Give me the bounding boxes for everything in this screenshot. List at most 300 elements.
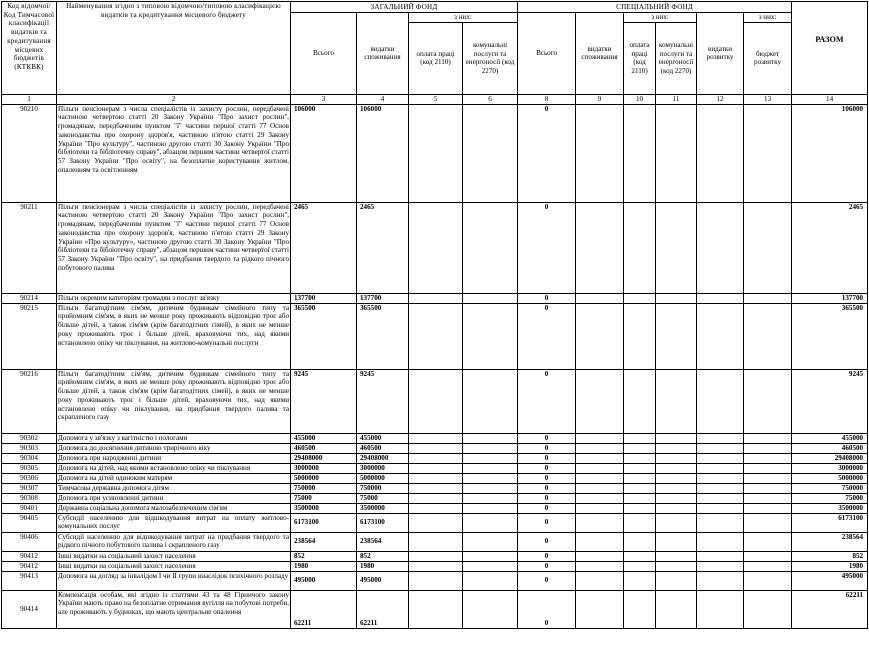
row-gf-utilities — [463, 443, 518, 453]
row-sf-development — [697, 532, 744, 551]
header-gf-salary: оплата праці (код 2110) — [409, 22, 463, 94]
row-sf-salary — [624, 104, 656, 202]
table-row — [2, 369, 868, 433]
header-gf-consumption: видатки споживання — [357, 13, 409, 95]
row-gf-total: 75000 — [291, 493, 357, 503]
row-grand-total: 3500000 — [792, 503, 868, 513]
row-grand-total: 238564 — [792, 532, 868, 551]
row-gf-utilities — [463, 463, 518, 473]
row-sf-utilities — [656, 443, 697, 453]
row-sf-salary — [624, 293, 656, 303]
row-code: 90216 — [2, 369, 57, 433]
row-code: 90413 — [2, 571, 57, 590]
header-sf-salary: оплата праці (код 2110) — [624, 22, 656, 94]
row-gf-consumption: 3500000 — [357, 503, 409, 513]
row-sf-dev-budget — [744, 493, 792, 503]
row-name: Інші видатки на соціальний захист населення — [57, 561, 291, 571]
column-number: 2 — [57, 94, 291, 104]
row-sf-dev-budget — [744, 503, 792, 513]
row-name: Пільги пенсіонерам з числа спеціалістів із захисту рослин, передбачені частиною четвертою статті 20 Закону України "Про захист рослин", громадянам, передбаченим пунктом "ї" частини першої статті 77 Основ законодавства про охорону здоров'я, частиною п'ятою статті 29 Закону України "Про культуру", частиною другою статті 30 Закону України "Про бібліотеки та бібліотечну справу", абзацом першим частини четвертої статті 57 Закону України "Про освіту", на безоплатне користування житлом, опаленням та освітленням — [57, 104, 291, 202]
row-gf-salary — [409, 483, 463, 493]
header-special-fund: СПЕЦІАЛЬНИЙ ФОНД — [518, 2, 792, 13]
table-row — [2, 590, 868, 628]
row-sf-utilities — [656, 551, 697, 561]
row-gf-total: 2465 — [291, 202, 357, 293]
row-name: Державна соціальна допомога малозабезпеченим сім'ям — [57, 503, 291, 513]
row-sf-development — [697, 503, 744, 513]
table-row — [2, 513, 868, 532]
row-gf-utilities — [463, 493, 518, 503]
row-grand-total: 6173100 — [792, 513, 868, 532]
row-grand-total: 365500 — [792, 303, 868, 369]
row-sf-utilities — [656, 463, 697, 473]
row-gf-utilities — [463, 561, 518, 571]
row-gf-total: 1980 — [291, 561, 357, 571]
row-grand-total: 29408000 — [792, 453, 868, 463]
row-gf-utilities — [463, 590, 518, 628]
row-sf-total: 0 — [518, 590, 576, 628]
table-row — [2, 463, 868, 473]
row-gf-utilities — [463, 532, 518, 551]
row-gf-utilities — [463, 473, 518, 483]
header-sf-development: видатки розвитку — [697, 13, 744, 95]
row-grand-total: 137700 — [792, 293, 868, 303]
header-gf-total: Всього — [291, 13, 357, 95]
column-number-row — [2, 94, 868, 104]
row-grand-total: 75000 — [792, 493, 868, 503]
row-sf-consumption — [576, 433, 624, 443]
row-gf-total: 3500000 — [291, 503, 357, 513]
row-gf-utilities — [463, 433, 518, 443]
row-sf-total: 0 — [518, 513, 576, 532]
table-row — [2, 532, 868, 551]
column-number: 8 — [518, 94, 576, 104]
row-code: 90307 — [2, 483, 57, 493]
row-gf-salary — [409, 463, 463, 473]
row-sf-development — [697, 433, 744, 443]
row-grand-total: 1980 — [792, 561, 868, 571]
row-sf-utilities — [656, 532, 697, 551]
row-sf-salary — [624, 202, 656, 293]
row-sf-utilities — [656, 104, 697, 202]
row-sf-development — [697, 293, 744, 303]
table-row — [2, 473, 868, 483]
row-code: 90401 — [2, 503, 57, 513]
row-sf-consumption — [576, 493, 624, 503]
row-sf-total: 0 — [518, 473, 576, 483]
row-gf-total: 365500 — [291, 303, 357, 369]
row-gf-total: 106000 — [291, 104, 357, 202]
row-code: 90306 — [2, 473, 57, 483]
row-gf-consumption: 9245 — [357, 369, 409, 433]
row-sf-dev-budget — [744, 303, 792, 369]
row-sf-salary — [624, 493, 656, 503]
row-gf-consumption: 137700 — [357, 293, 409, 303]
row-grand-total: 852 — [792, 551, 868, 561]
column-number: 1 — [2, 94, 57, 104]
row-sf-utilities — [656, 483, 697, 493]
row-sf-salary — [624, 433, 656, 443]
row-sf-utilities — [656, 202, 697, 293]
table-row — [2, 453, 868, 463]
header-sf-consumption: видатки споживання — [576, 13, 624, 95]
row-sf-total: 0 — [518, 104, 576, 202]
row-gf-total: 3000000 — [291, 463, 357, 473]
row-gf-salary — [409, 443, 463, 453]
row-sf-consumption — [576, 369, 624, 433]
table-row — [2, 303, 868, 369]
row-gf-total: 455000 — [291, 433, 357, 443]
row-code: 90308 — [2, 493, 57, 503]
row-sf-salary — [624, 590, 656, 628]
row-gf-consumption: 75000 — [357, 493, 409, 503]
table-row — [2, 202, 868, 293]
row-gf-utilities — [463, 483, 518, 493]
row-sf-salary — [624, 561, 656, 571]
row-gf-total: 852 — [291, 551, 357, 561]
row-sf-dev-budget — [744, 104, 792, 202]
row-gf-total: 9245 — [291, 369, 357, 433]
header-gf-utilities: комунальні послуги та енергоносії (код 2270) — [463, 22, 518, 94]
row-sf-development — [697, 561, 744, 571]
row-sf-dev-budget — [744, 433, 792, 443]
header-sf-dev-budget: бюджет розвитку — [744, 22, 792, 94]
table-row — [2, 561, 868, 571]
row-gf-salary — [409, 433, 463, 443]
row-gf-utilities — [463, 303, 518, 369]
row-sf-consumption — [576, 453, 624, 463]
header-sf-utilities: комунальні послуги та енергоносії (код 2270) — [656, 22, 697, 94]
row-sf-consumption — [576, 104, 624, 202]
row-sf-total: 0 — [518, 493, 576, 503]
row-code: 90405 — [2, 513, 57, 532]
row-gf-total: 750000 — [291, 483, 357, 493]
row-sf-total: 0 — [518, 571, 576, 590]
row-gf-salary — [409, 493, 463, 503]
row-sf-development — [697, 483, 744, 493]
row-name: Допомога до досягнення дитиною трирічного віку — [57, 443, 291, 453]
row-gf-salary — [409, 551, 463, 561]
row-sf-utilities — [656, 433, 697, 443]
row-sf-development — [697, 104, 744, 202]
column-number: 9 — [576, 94, 624, 104]
row-grand-total: 455000 — [792, 433, 868, 443]
row-grand-total: 9245 — [792, 369, 868, 433]
row-sf-salary — [624, 453, 656, 463]
row-sf-consumption — [576, 513, 624, 532]
row-sf-utilities — [656, 561, 697, 571]
row-gf-salary — [409, 202, 463, 293]
row-gf-total: 495000 — [291, 571, 357, 590]
row-sf-development — [697, 202, 744, 293]
row-gf-utilities — [463, 104, 518, 202]
row-name: Тимчасова державна допомога дітям — [57, 483, 291, 493]
row-sf-development — [697, 463, 744, 473]
row-sf-dev-budget — [744, 513, 792, 532]
row-sf-dev-budget — [744, 369, 792, 433]
row-gf-total: 29408000 — [291, 453, 357, 463]
row-sf-salary — [624, 571, 656, 590]
column-number: 6 — [463, 94, 518, 104]
row-gf-salary — [409, 293, 463, 303]
row-gf-total: 62211 — [291, 590, 357, 628]
row-sf-total: 0 — [518, 453, 576, 463]
row-code: 90305 — [2, 463, 57, 473]
row-sf-total: 0 — [518, 483, 576, 493]
row-sf-consumption — [576, 293, 624, 303]
row-code: 90406 — [2, 532, 57, 551]
row-name: Допомога при усиновленні дитини — [57, 493, 291, 503]
row-sf-dev-budget — [744, 453, 792, 463]
row-sf-development — [697, 513, 744, 532]
row-gf-consumption: 106000 — [357, 104, 409, 202]
row-gf-consumption: 455000 — [357, 433, 409, 443]
row-sf-development — [697, 551, 744, 561]
row-gf-consumption: 29408000 — [357, 453, 409, 463]
row-sf-salary — [624, 463, 656, 473]
row-gf-total: 460500 — [291, 443, 357, 453]
table-row — [2, 571, 868, 590]
header-general-fund: ЗАГАЛЬНИЙ ФОНД — [291, 2, 518, 13]
row-sf-total: 0 — [518, 369, 576, 433]
row-code: 90412 — [2, 561, 57, 571]
table-row — [2, 551, 868, 561]
row-gf-salary — [409, 303, 463, 369]
row-sf-dev-budget — [744, 483, 792, 493]
row-sf-consumption — [576, 503, 624, 513]
row-sf-consumption — [576, 483, 624, 493]
row-grand-total: 106000 — [792, 104, 868, 202]
row-sf-consumption — [576, 202, 624, 293]
row-sf-total: 0 — [518, 561, 576, 571]
row-sf-development — [697, 493, 744, 503]
row-sf-dev-budget — [744, 293, 792, 303]
row-sf-dev-budget — [744, 571, 792, 590]
row-name: Пільги пенсіонерам з числа спеціалістів із захисту рослин, передбачені частиною четвертою статті 20 Закону України "Про захист рослин", громадянам, передбаченим пунктом "ї" частини першої статті 77 Основ законодавства про охорону здоров'я, частиною п'ятою статті 29 Закону України «Про культуру», частиною другою статті 30 Закону України "Про бібліотеки та бібліотечну справу", абзацом першим частини четвертої статті 57 Закону України "Про освіту", на придбання твердого та рідкого пічного побутового палива — [57, 202, 291, 293]
header-grand-total: РАЗОМ — [792, 2, 868, 95]
row-sf-consumption — [576, 532, 624, 551]
row-gf-salary — [409, 590, 463, 628]
row-gf-utilities — [463, 369, 518, 433]
column-number: 10 — [624, 94, 656, 104]
row-sf-dev-budget — [744, 561, 792, 571]
row-sf-salary — [624, 532, 656, 551]
row-gf-salary — [409, 369, 463, 433]
row-sf-consumption — [576, 303, 624, 369]
row-code: 90214 — [2, 293, 57, 303]
row-gf-consumption: 62211 — [357, 590, 409, 628]
row-gf-consumption: 750000 — [357, 483, 409, 493]
row-sf-utilities — [656, 513, 697, 532]
row-sf-consumption — [576, 561, 624, 571]
row-grand-total: 460500 — [792, 443, 868, 453]
table-header — [2, 2, 868, 105]
row-sf-utilities — [656, 303, 697, 369]
row-gf-total: 5000000 — [291, 473, 357, 483]
header-sf-dev-of-which: з них: — [744, 13, 792, 23]
row-sf-utilities — [656, 453, 697, 463]
column-number: 4 — [357, 94, 409, 104]
row-sf-utilities — [656, 473, 697, 483]
row-sf-total: 0 — [518, 433, 576, 443]
row-sf-salary — [624, 473, 656, 483]
row-gf-salary — [409, 104, 463, 202]
row-sf-consumption — [576, 571, 624, 590]
row-code: 90303 — [2, 443, 57, 453]
row-code: 90304 — [2, 453, 57, 463]
row-gf-utilities — [463, 503, 518, 513]
column-number: 13 — [744, 94, 792, 104]
row-grand-total: 750000 — [792, 483, 868, 493]
row-gf-salary — [409, 571, 463, 590]
row-gf-utilities — [463, 202, 518, 293]
row-gf-salary — [409, 532, 463, 551]
table-row — [2, 483, 868, 493]
row-sf-dev-budget — [744, 590, 792, 628]
row-sf-salary — [624, 551, 656, 561]
row-gf-total: 137700 — [291, 293, 357, 303]
row-sf-total: 0 — [518, 551, 576, 561]
row-gf-total: 6173100 — [291, 513, 357, 532]
header-gf-of-which: з них: — [409, 13, 518, 23]
row-sf-dev-budget — [744, 473, 792, 483]
row-sf-total: 0 — [518, 202, 576, 293]
row-gf-total: 238564 — [291, 532, 357, 551]
row-sf-consumption — [576, 551, 624, 561]
row-sf-utilities — [656, 293, 697, 303]
row-sf-development — [697, 590, 744, 628]
row-sf-consumption — [576, 463, 624, 473]
row-gf-consumption: 6173100 — [357, 513, 409, 532]
table-row — [2, 433, 868, 443]
row-gf-utilities — [463, 571, 518, 590]
row-name: Допомога на дітей, над якими встановлено опіку чи піклування — [57, 463, 291, 473]
row-gf-utilities — [463, 513, 518, 532]
row-name: Допомога на дітей одиноким матерям — [57, 473, 291, 483]
row-gf-consumption: 495000 — [357, 571, 409, 590]
row-sf-development — [697, 303, 744, 369]
row-sf-utilities — [656, 571, 697, 590]
row-gf-salary — [409, 513, 463, 532]
row-name: Субсидії населенню для відшкодування витрат на придбання твердого та рідкого пічного побутового палива і скрапленого газу — [58, 532, 289, 550]
row-name: Субсидії населенню для відшкодування витрат на оплату житлово-комунальних послуг — [58, 513, 289, 531]
row-sf-utilities — [656, 493, 697, 503]
row-sf-total: 0 — [518, 443, 576, 453]
row-sf-dev-budget — [744, 551, 792, 561]
table-row — [2, 503, 868, 513]
column-number: 12 — [697, 94, 744, 104]
row-grand-total: 2465 — [792, 202, 868, 293]
column-number: 14 — [792, 94, 868, 104]
row-sf-salary — [624, 369, 656, 433]
row-sf-salary — [624, 513, 656, 532]
row-code: 90211 — [2, 202, 57, 293]
row-gf-utilities — [463, 453, 518, 463]
row-code: 90210 — [2, 104, 57, 202]
row-gf-consumption: 2465 — [357, 202, 409, 293]
row-gf-consumption: 852 — [357, 551, 409, 561]
row-sf-total: 0 — [518, 303, 576, 369]
row-name: Компенсація особам, які згідно із статтями 43 та 48 Гірничого закону України мають право на безоплатне отримання вугілля на побутові потреби, але проживають у будинках, що мають центральне опалення — [57, 590, 291, 628]
row-gf-salary — [409, 503, 463, 513]
column-number: 3 — [291, 94, 357, 104]
row-gf-utilities — [463, 551, 518, 561]
header-name-col: Найменування згідно з типовою відомчою/типовою класифікацією видатків та кредитування місцевого бюджету — [57, 2, 291, 95]
row-sf-development — [697, 369, 744, 433]
budget-table — [1, 1, 868, 629]
row-gf-consumption: 238564 — [357, 532, 409, 551]
row-gf-consumption: 3000000 — [357, 463, 409, 473]
header-sf-total: Всього — [518, 13, 576, 95]
row-sf-consumption — [576, 590, 624, 628]
row-sf-total: 0 — [518, 293, 576, 303]
row-sf-dev-budget — [744, 532, 792, 551]
row-code: 90215 — [2, 303, 57, 369]
header-code-col: Код відомчої/Код Тимчасової класифікації видатків та кредитування місцевих бюджетів (КТКВК) — [2, 2, 57, 95]
row-sf-total: 0 — [518, 463, 576, 473]
row-sf-salary — [624, 483, 656, 493]
row-name: Інші видатки на соціальний захист населення — [57, 551, 291, 561]
row-gf-salary — [409, 561, 463, 571]
row-sf-salary — [624, 443, 656, 453]
row-sf-dev-budget — [744, 202, 792, 293]
row-name: Допомога при народженні дитини — [57, 453, 291, 463]
row-gf-consumption: 5000000 — [357, 473, 409, 483]
row-sf-salary — [624, 503, 656, 513]
row-name: Пільги багатодітним сім'ям, дитячим будинкам сімейного типу та прийомним сім'ям, в яких не менше року проживають відповідно троє або більше дітей, а також сім'ям (крім багатодітних сімей), в яких не менше року проживають троє і більше дітей, враховуючи тих, над якими встановлено опіку чи піклування, на придбання твердого палива та скрапленого газу — [57, 369, 291, 433]
row-sf-utilities — [656, 369, 697, 433]
row-sf-salary — [624, 303, 656, 369]
row-sf-development — [697, 571, 744, 590]
row-sf-utilities — [656, 503, 697, 513]
table-row — [2, 104, 868, 202]
row-grand-total: 5000000 — [792, 473, 868, 483]
row-grand-total: 62211 — [792, 590, 868, 628]
row-gf-salary — [409, 473, 463, 483]
row-grand-total: 3000000 — [792, 463, 868, 473]
table-row — [2, 443, 868, 453]
table-body — [2, 104, 868, 628]
table-row — [2, 493, 868, 503]
row-grand-total: 495000 — [792, 571, 868, 590]
row-name: Пільги багатодітним сім'ям, дитячим будинкам сімейного типу та прийомним сім'ям, в яких не менше року проживають відповідно троє або більше дітей, а також сім'ям (крім багатодітних сімей), в яких не менше року проживають троє і більше дітей, враховуючи тих, над якими встановлено опіку чи піклування, на житлово-комунальні послуги — [57, 303, 291, 369]
row-code: 90302 — [2, 433, 57, 443]
row-name: Пільги окремим категоріям громадян з послуг зв'язку — [57, 293, 291, 303]
row-gf-consumption: 460500 — [357, 443, 409, 453]
row-sf-development — [697, 443, 744, 453]
row-sf-development — [697, 473, 744, 483]
row-sf-total: 0 — [518, 532, 576, 551]
row-gf-consumption: 365500 — [357, 303, 409, 369]
table-row — [2, 293, 868, 303]
row-sf-development — [697, 453, 744, 463]
row-gf-utilities — [463, 293, 518, 303]
row-code: 90414 — [2, 590, 57, 628]
row-gf-salary — [409, 453, 463, 463]
column-number: 5 — [409, 94, 463, 104]
row-sf-dev-budget — [744, 463, 792, 473]
row-sf-total: 0 — [518, 503, 576, 513]
header-sf-of-which: з них: — [624, 13, 697, 23]
row-name: Допомога у зв'язку з вагітністю і пологами — [57, 433, 291, 443]
row-sf-consumption — [576, 473, 624, 483]
row-sf-dev-budget — [744, 443, 792, 453]
row-name: Допомога на догляд за інвалідом I чи II групи внаслідок психічного розладу — [57, 571, 291, 590]
row-sf-consumption — [576, 443, 624, 453]
column-number: 11 — [656, 94, 697, 104]
row-code: 90412 — [2, 551, 57, 561]
row-gf-consumption: 1980 — [357, 561, 409, 571]
